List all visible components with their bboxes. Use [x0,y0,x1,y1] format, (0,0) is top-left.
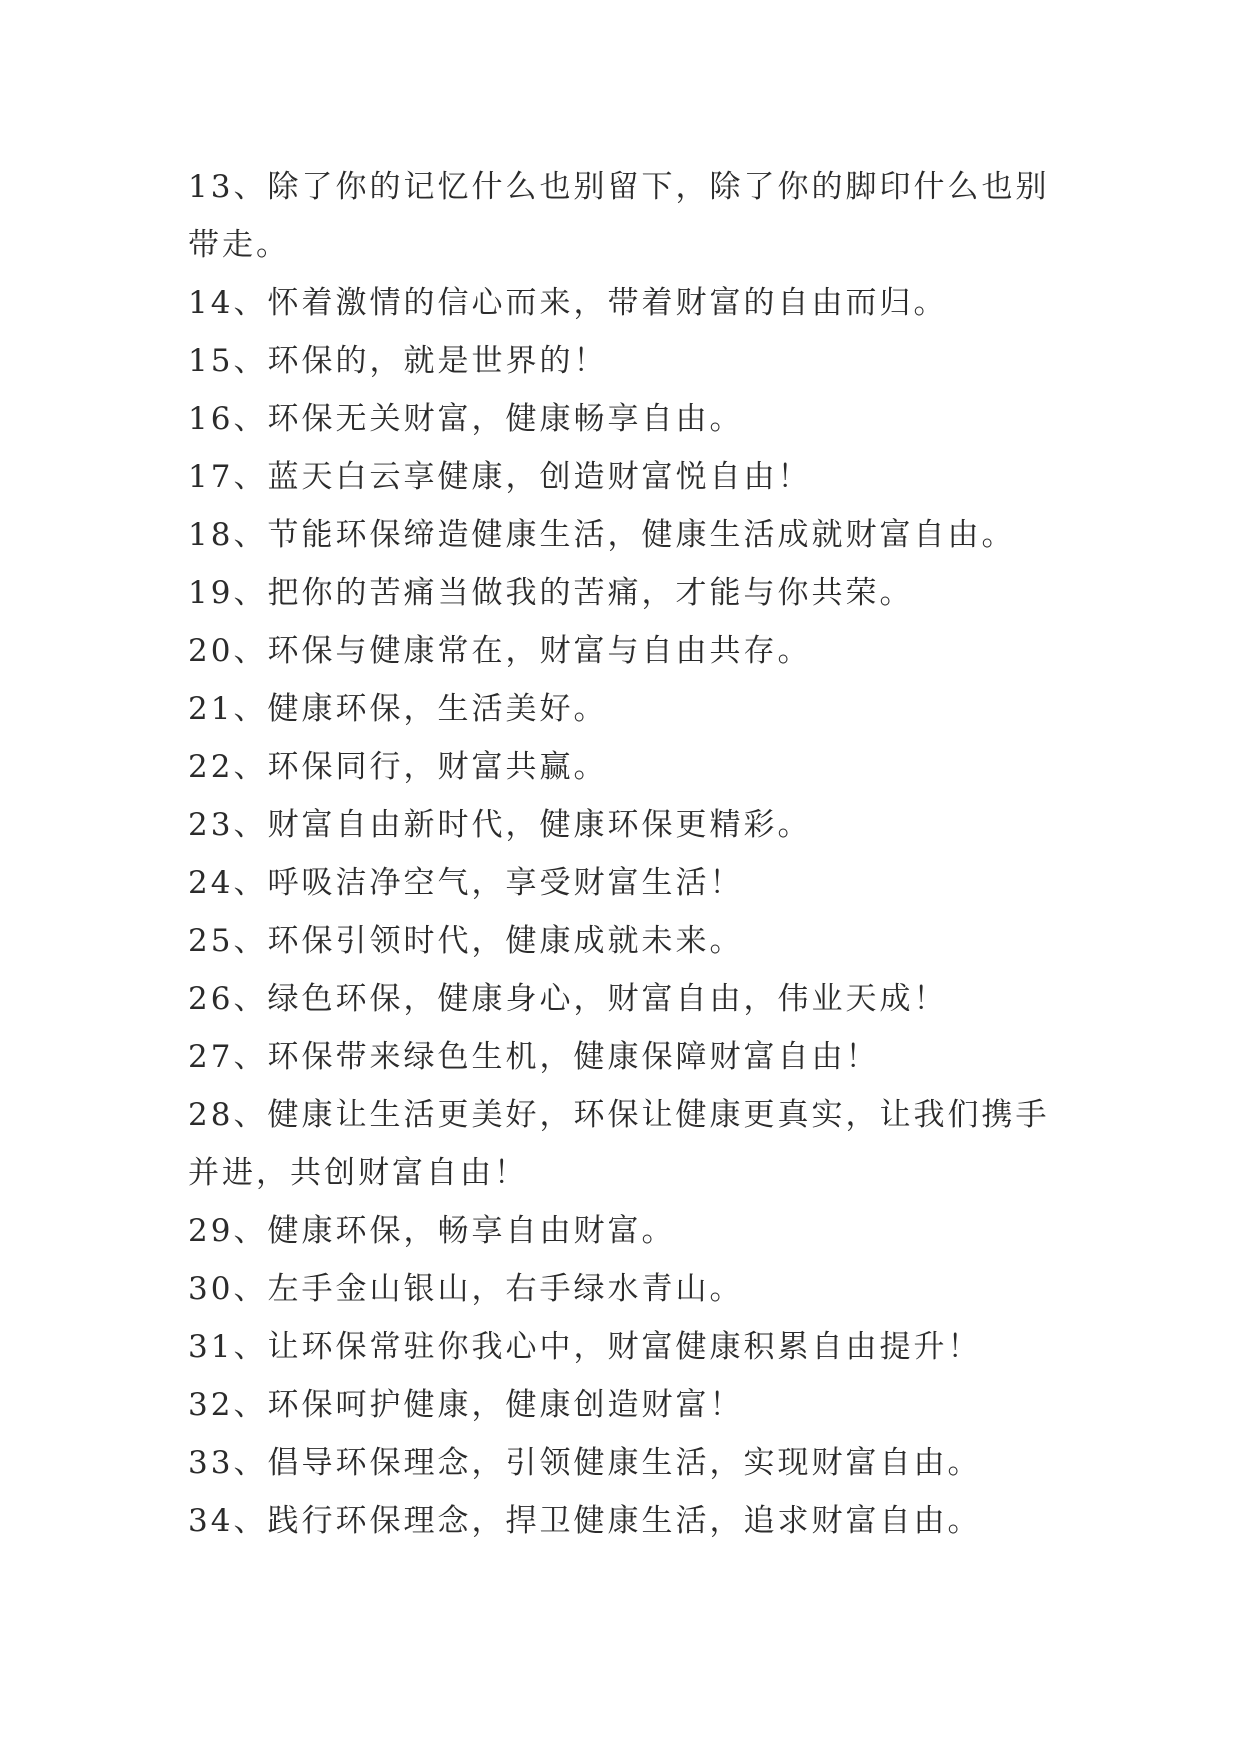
list-item: 30、左手金山银山，右手绿水青山。 [188,1271,744,1307]
list-item: 23、财富自由新时代，健康环保更精彩。 [188,807,812,843]
list-item: 20、环保与健康常在，财富与自由共存。 [188,633,812,669]
list-item: 29、健康环保，畅享自由财富。 [188,1213,676,1249]
list-item: 21、健康环保，生活美好。 [188,691,608,727]
list-item: 17、蓝天白云享健康，创造财富悦自由！ [188,459,812,495]
list-item: 19、把你的苦痛当做我的苦痛，才能与你共荣。 [188,575,914,611]
list-item: 24、呼吸洁净空气，享受财富生活！ [188,865,744,901]
list-item: 15、环保的，就是世界的！ [188,343,608,379]
list-item: 33、倡导环保理念，引领健康生活，实现财富自由。 [188,1445,982,1481]
list-item: 14、怀着激情的信心而来，带着财富的自由而归。 [188,285,948,321]
list-item: 26、绿色环保，健康身心，财富自由，伟业天成！ [188,981,948,1017]
list-item: 28、健康让生活更美好，环保让健康更真实，让我们携手并进，共创财富自由！ [188,1097,1050,1191]
list-item: 22、环保同行，财富共赢。 [188,749,608,785]
list-item: 31、让环保常驻你我心中，财富健康积累自由提升！ [188,1329,982,1365]
list-item: 25、环保引领时代，健康成就未来。 [188,923,744,959]
list-item: 27、环保带来绿色生机，健康保障财富自由！ [188,1039,880,1075]
list-item: 18、节能环保缔造健康生活，健康生活成就财富自由。 [188,517,1016,553]
document-body [188,158,1068,1550]
list-item: 13、除了你的记忆什么也别留下，除了你的脚印什么也别带走。 [188,169,1050,263]
list-item: 32、环保呵护健康，健康创造财富！ [188,1387,744,1423]
list-item: 34、践行环保理念，捍卫健康生活，追求财富自由。 [188,1503,982,1539]
list-item: 16、环保无关财富，健康畅享自由。 [188,401,744,437]
